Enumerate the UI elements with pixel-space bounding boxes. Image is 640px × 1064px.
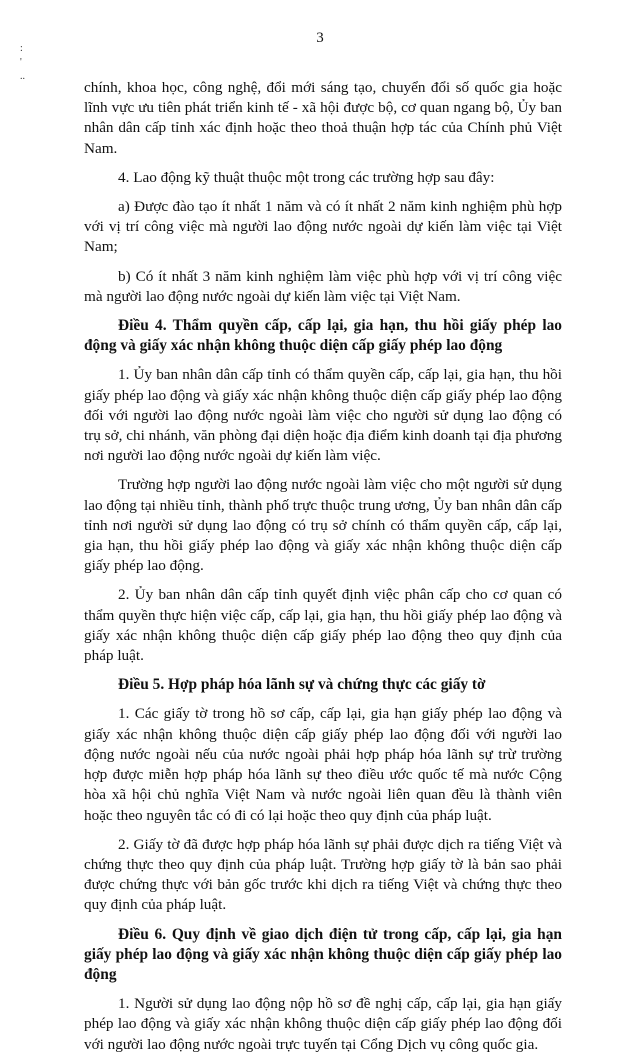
document-body	[84, 78, 562, 1064]
article-4-heading: Điều 4. Thẩm quyền cấp, cấp lại, gia hạn, thu hồi giấy phép lao động và giấy xác nhận không thuộc diện cấp giấy phép lao động	[84, 317, 562, 355]
paragraph-item-4a: a) Được đào tạo ít nhất 1 năm và có ít nhất 2 năm kinh nghiệm phù hợp với vị trí công việc mà người lao động nước ngoài dự kiến làm việc tại Việt Nam;	[84, 198, 562, 256]
article-6-clause-1: 1. Người sử dụng lao động nộp hồ sơ đề nghị cấp, cấp lại, gia hạn giấy phép lao động và giấy xác nhận không thuộc diện cấp giấy phép lao động đối với người lao động nước ngoài trực tuyến tại Cổng Dịch vụ công quốc gia.	[84, 995, 562, 1053]
paragraph-item-4: 4. Lao động kỹ thuật thuộc một trong các trường hợp sau đây:	[118, 168, 495, 186]
paragraph-item-4b: b) Có ít nhất 3 năm kinh nghiệm làm việc phù hợp với vị trí công việc mà người lao động nước ngoài dự kiến làm việc tại Việt Nam.	[84, 267, 562, 305]
article-5-clause-1: 1. Các giấy tờ trong hồ sơ cấp, cấp lại, gia hạn giấy phép lao động và giấy xác nhận không thuộc diện cấp giấy phép lao động đối với người lao động nước ngoài nếu của nước ngoài phải hợp pháp hóa lãnh sự trừ trường hợp được miễn hợp pháp hóa lãnh sự theo điều ước quốc tế mà nước Cộng hòa xã hội chủ nghĩa Việt Nam và nước ngoài liên quan đều là thành viên hoặc theo nguyên tắc có đi có lại hoặc theo quy định của pháp luật.	[84, 705, 562, 824]
article-4-clause-2: 2. Ủy ban nhân dân cấp tỉnh quyết định việc phân cấp cho cơ quan có thẩm quyền thực hiện việc cấp, cấp lại, gia hạn, thu hồi giấy phép lao động và giấy xác nhận không thuộc diện cấp giấy phép lao động theo quy định của pháp luật.	[84, 586, 562, 665]
paragraph-continuation: chính, khoa học, công nghệ, đổi mới sáng tạo, chuyển đổi số quốc gia hoặc lĩnh vực ưu tiên phát triển kinh tế - xã hội được bộ, cơ quan ngang bộ, Ủy ban nhân dân cấp tỉnh xác định hoặc theo thoả thuận hợp tác của Chính phủ Việt Nam.	[84, 79, 562, 157]
article-4-clause-1-case: Trường hợp người lao động nước ngoài làm việc cho một người sử dụng lao động tại nhiều tỉnh, thành phố trực thuộc trung ương, Ủy ban nhân dân cấp tỉnh nơi người sử dụng lao động có trụ sở chính có thẩm quyền cấp, cấp lại, gia hạn, thu hồi giấy phép lao động và giấy xác nhận không thuộc diện cấp giấy phép lao động.	[84, 476, 562, 575]
article-6-heading: Điều 6. Quy định về giao dịch điện tử trong cấp, cấp lại, gia hạn giấy phép lao động và giấy xác nhận không thuộc diện cấp giấy phép lao động	[84, 925, 562, 983]
article-5-heading: Điều 5. Hợp pháp hóa lãnh sự và chứng thực các giấy tờ	[118, 676, 486, 694]
margin-marks: : ' ..	[20, 43, 25, 82]
article-5-clause-2: 2. Giấy tờ đã được hợp pháp hóa lãnh sự phải được dịch ra tiếng Việt và chứng thực theo quy định của pháp luật. Trường hợp giấy tờ là bản sao phải được chứng thực với bản gốc trước khi dịch ra tiếng Việt và chứng thực theo quy định của pháp luật.	[84, 835, 562, 914]
article-4-clause-1: 1. Ủy ban nhân dân cấp tỉnh có thẩm quyền cấp, cấp lại, gia hạn, thu hồi giấy phép lao động và giấy xác nhận không thuộc diện cấp giấy phép lao động đối với người lao động nước ngoài làm việc cho người sử dụng lao động có trụ sở, chi nhánh, văn phòng đại diện hoặc địa điểm kinh doanh tại địa phương nơi người lao động nước ngoài dự kiến làm việc.	[84, 366, 562, 465]
page-number: 3	[316, 30, 324, 46]
